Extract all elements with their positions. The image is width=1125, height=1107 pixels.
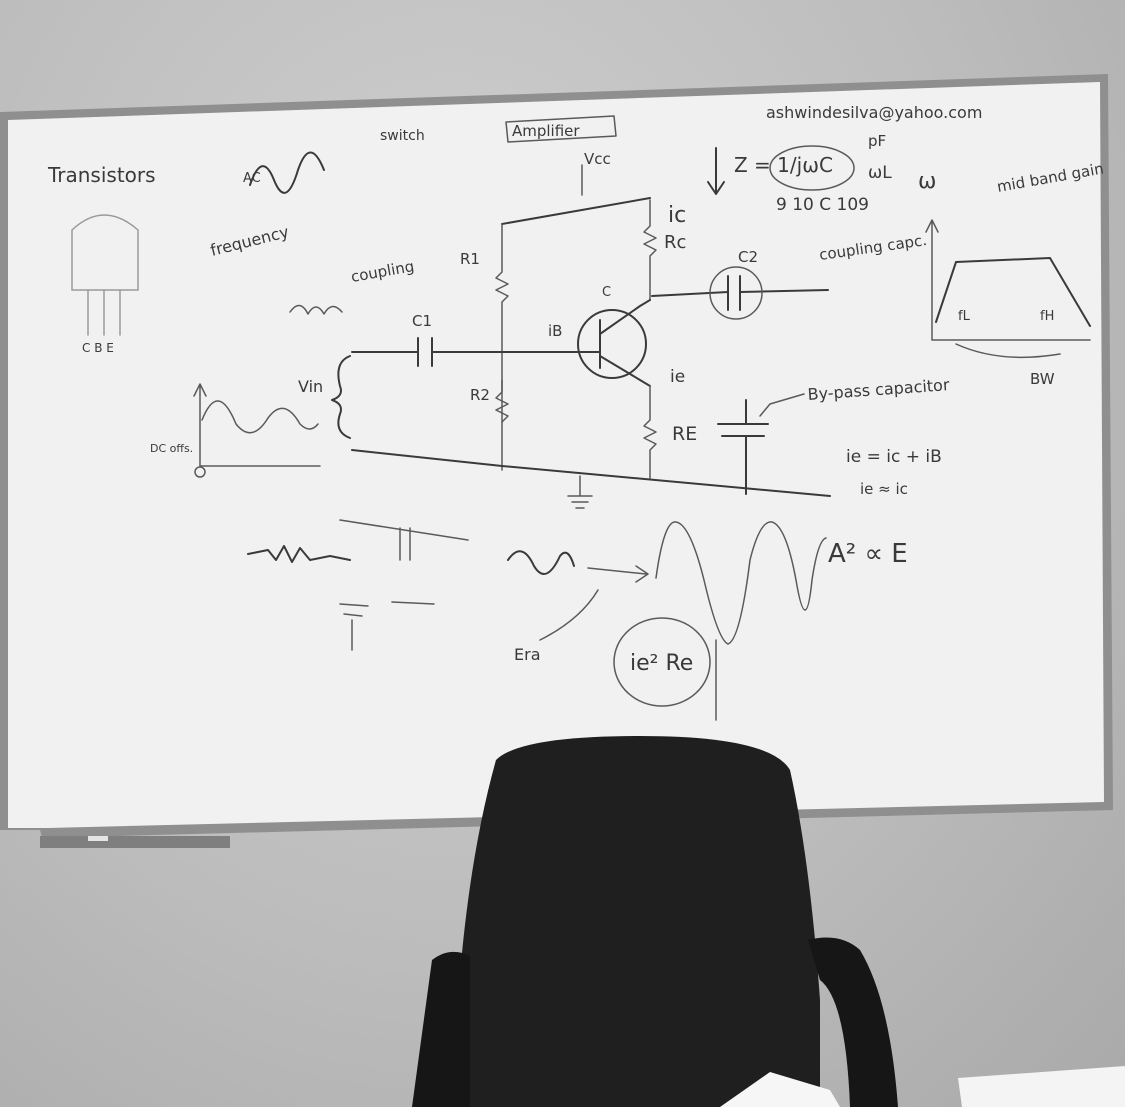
label-c2: C2 (738, 248, 759, 266)
label-ib: iB (548, 322, 563, 340)
label-vcc: Vcc (584, 150, 611, 168)
label-switch: switch (380, 128, 425, 144)
label-ie: ie (670, 367, 686, 387)
label-ac: AC (243, 171, 261, 186)
label-fh: fH (1040, 309, 1055, 324)
label-pf: pF (868, 132, 887, 150)
label-transistors: Transistors (48, 163, 156, 187)
label-eq1: ie = ic + iB (846, 447, 942, 467)
chair-left-arm (412, 952, 470, 1107)
label-c1: C1 (412, 312, 433, 330)
label-fl: fL (958, 309, 970, 324)
chair-right-arm (808, 938, 898, 1107)
label-coupling-capc: coupling capc. (818, 231, 929, 264)
marker-tray (40, 836, 230, 848)
label-vin: Vin (298, 377, 324, 396)
label-mid-band-gain: mid band gain (995, 159, 1106, 196)
label-eq2: ie ≈ ic (860, 480, 908, 498)
label-era: Era (514, 645, 541, 664)
label-freq-num: 9 10 C 109 (776, 195, 869, 215)
label-bw: BW (1030, 370, 1055, 388)
label-rc: Rc (664, 232, 687, 253)
label-proportional: A² ∝ E (828, 539, 908, 569)
label-re: RE (672, 423, 698, 445)
label-coupling: coupling (349, 257, 416, 286)
label-bypass: By-pass capacitor (806, 375, 951, 404)
label-dc-offset: DC offs. (150, 442, 194, 455)
label-pins: C B E (82, 341, 114, 355)
label-frequency: frequency (208, 222, 291, 260)
label-r2: R2 (470, 386, 490, 404)
label-amplifier: Amplifier (512, 122, 580, 140)
label-impedance: Z = 1/jωC (734, 153, 833, 177)
label-w: ω (918, 169, 937, 194)
label-ie2re: ie² Re (630, 651, 694, 676)
marker (88, 836, 108, 841)
label-ic: ic (668, 203, 687, 228)
label-c: C (602, 285, 612, 300)
label-r1: R1 (460, 250, 480, 268)
chair-back (456, 736, 820, 1107)
label-email: ashwindesilva@yahoo.com (766, 103, 983, 122)
paper-sheet (958, 1066, 1125, 1107)
label-wl: ωL (868, 163, 892, 183)
